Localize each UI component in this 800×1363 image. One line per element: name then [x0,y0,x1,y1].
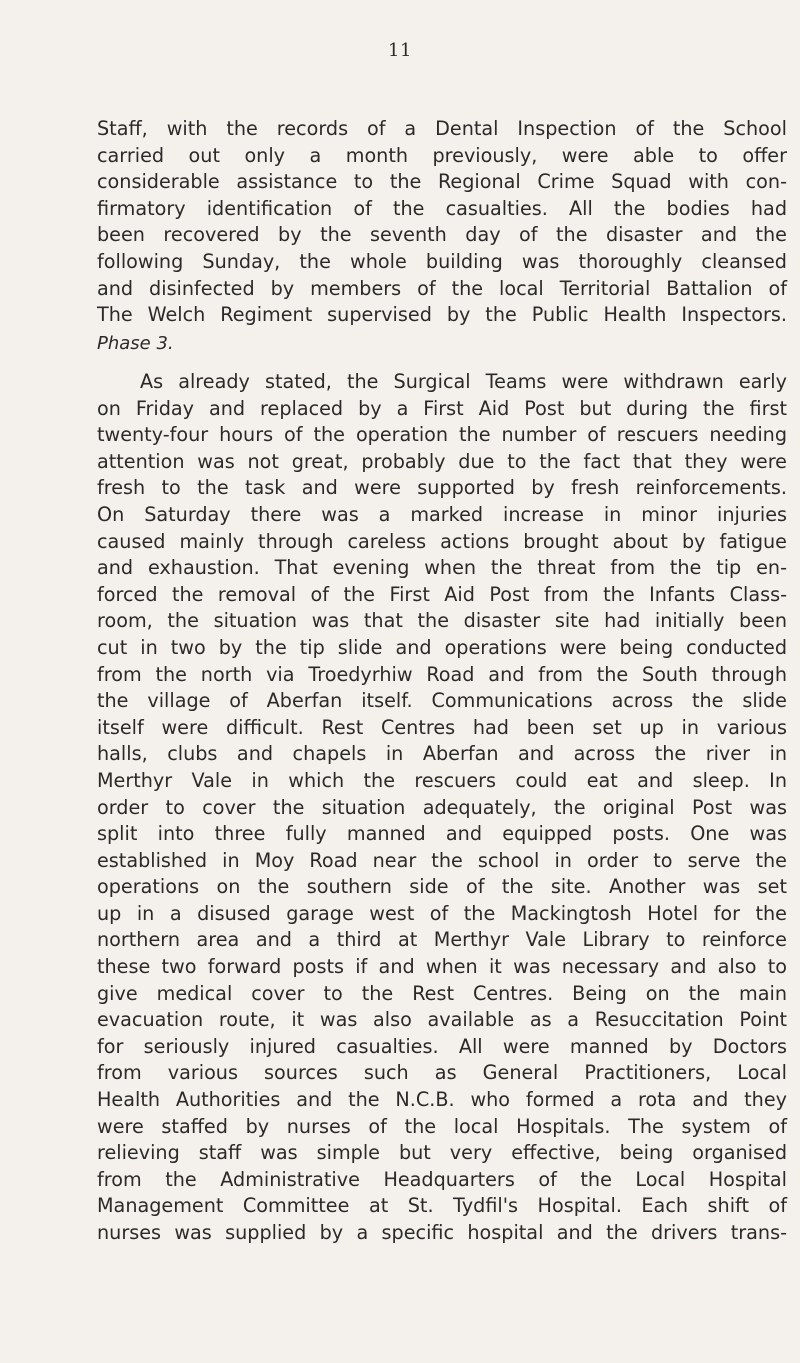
text-line: nurses was supplied by a specific hospital and the drivers trans- [97,1221,787,1244]
text-line: these two forward posts if and when it was necessary and also to [97,955,787,979]
text-line: The Welch Regiment supervised by the Public Health Inspectors. [97,303,787,327]
text-line: from the north via Troedyrhiw Road and from the South through [97,662,787,686]
text-line: order to cover the situation adequately, the original Post was [97,795,787,819]
text-line: halls, clubs and chapels in Aberfan and across the river in [97,742,787,766]
text-line: on Friday and replaced by a First Aid Post but during the first [97,396,787,420]
text-line: Management Committee at St. Tydfil's Hospital. Each shift of [97,1194,787,1218]
text-line: attention was not great, probably due to the fact that they were [97,449,787,473]
text-line: for seriously injured casualties. All were manned by Doctors [97,1034,787,1058]
text-line: Staff, with the records of a Dental Inspection of the School [97,117,787,140]
text-line: and exhaustion. That evening when the threat from the tip en- [97,556,787,580]
text-line: following Sunday, the whole building was thoroughly cleansed [97,249,787,273]
text-line: were staffed by nurses of the local Hospitals. The system of [97,1114,787,1138]
text-line: relieving staff was simple but very effective, being organised [97,1141,787,1165]
page-number: 11 [388,40,412,61]
text-line: operations on the southern side of the site. Another was set [97,875,787,899]
paragraph-phase-3 [97,369,787,1247]
text-line: considerable assistance to the Regional Crime Squad with con- [97,170,787,194]
text-line: the village of Aberfan itself. Communications across the slide [97,689,787,713]
text-line: been recovered by the seventh day of the disaster and the [97,223,787,247]
text-line: northern area and a third at Merthyr Vale Library to reinforce [97,928,787,952]
text-line: and disinfected by members of the local Territorial Battalion of [97,276,787,300]
text-line: fresh to the task and were supported by fresh reinforcements. [97,476,787,500]
text-line: from the Administrative Headquarters of the Local Hospital [97,1167,787,1191]
text-line: firmatory identification of the casualties. All the bodies had [97,196,787,220]
text-line: from various sources such as General Practitioners, Local [97,1061,787,1085]
paragraph-identification [97,116,787,329]
text-line: cut in two by the tip slide and operations were being conducted [97,635,787,659]
text-line: up in a disused garage west of the Mackingtosh Hotel for the [97,901,787,925]
text-line: Health Authorities and the N.C.B. who formed a rota and they [97,1088,787,1112]
text-line: carried out only a month previously, were able to offer [97,143,787,167]
text-line: evacuation route, it was also available as a Resuccitation Point [97,1008,787,1032]
text-line: split into three fully manned and equipped posts. One was [97,822,787,846]
text-line: room, the situation was that the disaster site had initially been [97,609,787,633]
text-line: Merthyr Vale in which the rescuers could eat and sleep. In [97,768,787,792]
text-line: On Saturday there was a marked increase in minor injuries [97,502,787,526]
text-line: caused mainly through careless actions brought about by fatigue [97,529,787,553]
text-line: As already stated, the Surgical Teams were withdrawn early [140,370,787,393]
text-line: established in Moy Road near the school in order to serve the [97,848,787,872]
section-heading: Phase 3. [97,333,174,354]
text-line: itself were difficult. Rest Centres had been set up in various [97,715,787,739]
text-line: forced the removal of the First Aid Post from the Infants Class- [97,582,787,606]
text-line: twenty-four hours of the operation the number of rescuers needing [97,423,787,447]
text-line: give medical cover to the Rest Centres. Being on the main [97,981,787,1005]
